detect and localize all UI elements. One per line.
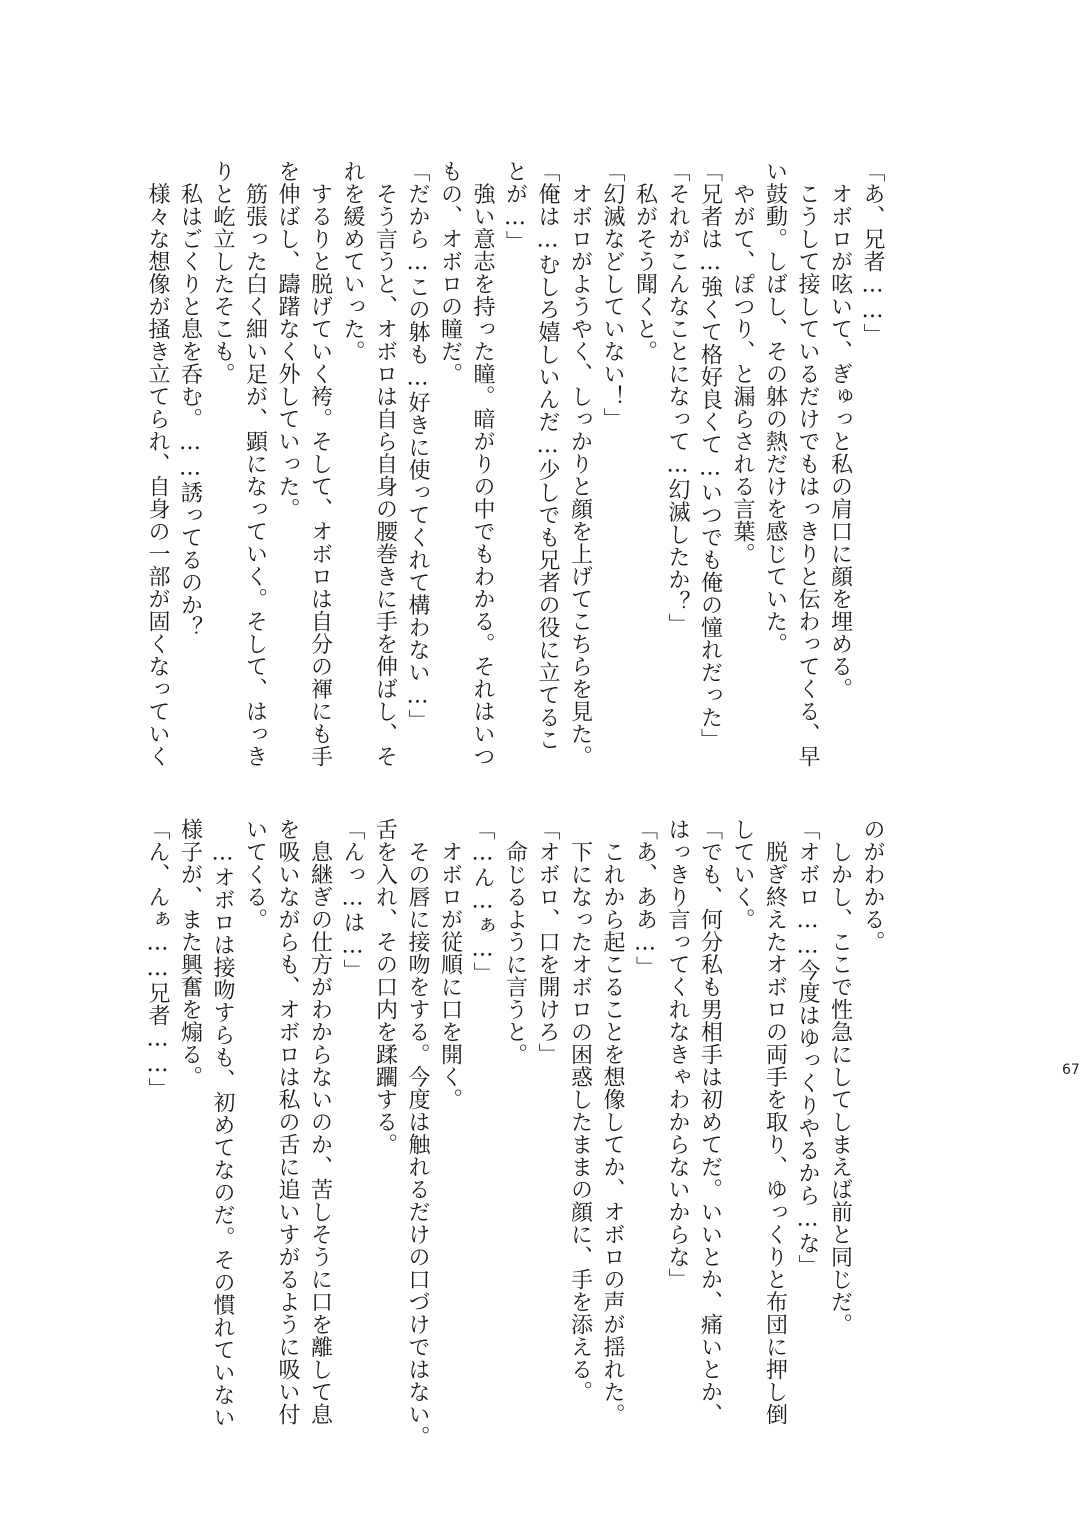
- text-column: そう言うと、オボロは自ら自身の腰巻きに手を伸ばし、そ: [372, 160, 398, 768]
- text-column: 「あ、ああ…」: [632, 818, 658, 979]
- text-column: その唇に接吻をする。今度は触れるだけの口づけではない。: [405, 818, 430, 1448]
- text-column: のがわかる。: [860, 818, 885, 953]
- text-column: りと屹立したそこも。: [210, 160, 235, 385]
- text-column: 命じるように言うと。: [502, 818, 528, 1066]
- text-column: 脱ぎ終えたオボロの両手を取り、ゆっくりと布団に押し倒: [762, 818, 788, 1426]
- text-column: 「だから…この躰も…好きに使ってくれて構わない…」: [405, 160, 430, 732]
- page-number: 67: [1062, 1062, 1080, 1078]
- text-column: 舌を入れ、その口内を蹂躙する。: [372, 818, 398, 1156]
- text-column: い鼓動。しばし、その躰の熱だけを感じていた。: [762, 160, 788, 655]
- text-column: 「あ、兄者……」: [860, 160, 885, 346]
- text-column: 様々な想像が掻き立てられ、自身の一部が固くなっていく: [145, 160, 170, 768]
- text-column: 「ん、んぁ……兄者……」: [145, 818, 170, 1100]
- text-column: こうして接しているだけでもはっきりと伝わってくる、早: [795, 160, 820, 768]
- text-column: 「オボロ、口を開けろ」: [535, 818, 560, 1066]
- text-column: 私がそう聞くと。: [632, 160, 658, 363]
- text-column: 「でも、何分私も男相手は初めてだ。いいとか、痛いとか、: [697, 818, 723, 1426]
- text-column: 「俺は…むしろ嬉しいんだ…少しでも兄者の役に立てるこ: [535, 160, 560, 751]
- text-column: 様子が、また興奮を煽る。: [177, 818, 203, 1088]
- text-column: 「幻滅などしていない！」: [600, 160, 625, 430]
- text-column: とが…」: [502, 160, 528, 253]
- text-column: 「んっ…は…」: [340, 818, 365, 982]
- bottom-text-block: [140, 818, 888, 1448]
- text-column: オボロが従順に口を開く。: [437, 818, 463, 1111]
- text-column: オボロがようやく、しっかりと顔を上げてこちらを見た。: [567, 160, 593, 768]
- text-column: 筋張った白く細い足が、顕になっていく。そして、はっき: [242, 160, 268, 768]
- text-column: するりと脱げていく袴。そして、オボロは自分の褌にも手: [307, 160, 333, 768]
- text-column: れを緩めていった。: [340, 160, 365, 363]
- text-column: していく。: [730, 818, 755, 931]
- text-column: これから起こることを想像してか、オボロの声が揺れた。: [600, 818, 625, 1426]
- text-column: …オボロは接吻すらも、初めてなのだ。その慣れていない: [210, 818, 235, 1429]
- text-column: オボロが呟いて、ぎゅっと私の肩口に顔を埋める。: [827, 160, 853, 700]
- text-column: 「兄者は…強くて格好良くて…いつでも俺の憧れだった」: [697, 160, 723, 751]
- text-column: を吸いながらも、オボロは私の舌に追いすがるように吸い付: [275, 818, 300, 1426]
- top-text-block: [140, 160, 888, 768]
- text-column: やがて、ぽつり、と漏らされる言葉。: [730, 160, 755, 565]
- text-column: 「それがこんなことになって…幻滅したか？」: [665, 160, 690, 636]
- text-column: 「オボロ……今度はゆっくりやるから…な」: [795, 818, 820, 1277]
- text-column: しかし、ここで性急にしてしまえば前と同じだ。: [827, 818, 853, 1336]
- text-column: 「…ん…ぁ…」: [470, 818, 495, 985]
- text-column: 強い意志を持った瞳。暗がりの中でもわかる。それはいつ: [470, 160, 495, 768]
- text-column: 息継ぎの仕方がわからないのか、苦しそうに口を離して息: [307, 818, 333, 1426]
- text-column: 私はごくりと息を呑む。……誘ってるのか？: [177, 160, 203, 639]
- text-column: いてくる。: [242, 818, 268, 931]
- text-column: もの、オボロの瞳だ。: [437, 160, 463, 385]
- text-column: を伸ばし、躊躇なく外していった。: [275, 160, 300, 520]
- text-column: はっきり言ってくれなきゃわからないからな」: [665, 818, 690, 1291]
- text-column: 下になったオボロの困惑したままの顔に、手を添える。: [567, 818, 593, 1403]
